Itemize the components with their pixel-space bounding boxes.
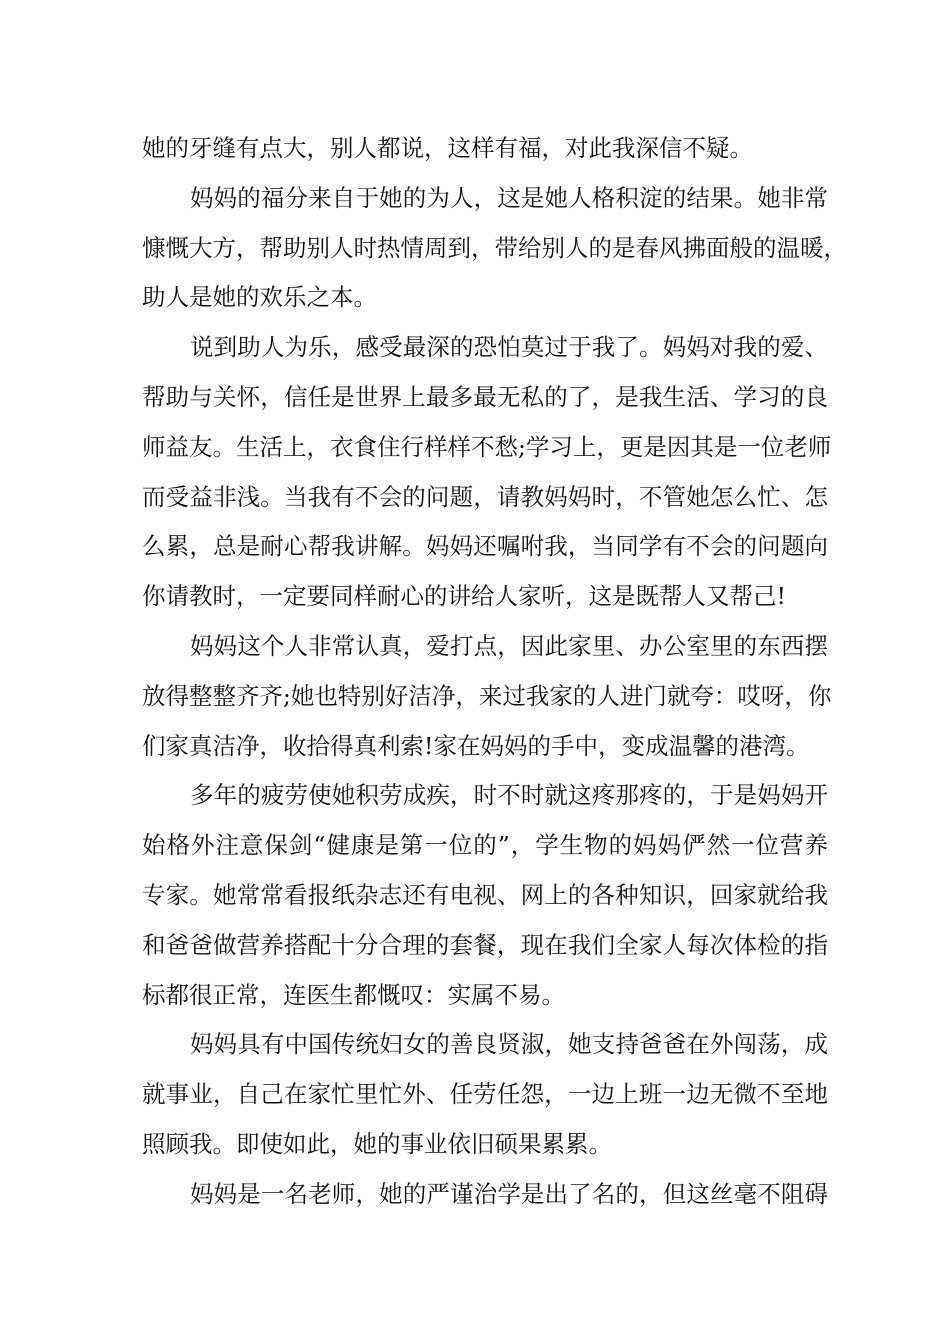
text-line: 慷慨大方，帮助别人时热情周到，带给别人的是春风拂面般的温暖， [142,233,847,262]
text-line: 妈妈具有中国传统妇女的善良贤淑，她支持爸爸在外闯荡，成 [190,1030,828,1059]
text-line: 就事业，自己在家忙里忙外、任劳任怨，一边上班一边无微不至地 [142,1080,828,1109]
text-line: 妈妈这个人非常认真，爱打点，因此家里、办公室里的东西摆 [190,631,828,660]
text-line: 妈妈的福分来自于她的为人，这是她人格积淀的结果。她非常 [190,183,828,212]
text-line: 助人是她的欢乐之本。 [142,283,377,312]
text-line: 和爸爸做营养搭配十分合理的套餐，现在我们全家人每次体检的指 [142,930,828,959]
text-line: 说到助人为乐，感受最深的恐怕莫过于我了。妈妈对我的爱、 [190,333,828,362]
text-line: 么累，总是耐心帮我讲解。妈妈还嘱咐我，当同学有不会的问题向 [142,532,828,561]
text-line: 专家。她常常看报纸杂志还有电视、网上的各种知识，回家就给我 [142,880,828,909]
text-line: 们家真洁净，收拾得真利索!家在妈妈的手中，变成温馨的港湾。 [142,731,810,760]
text-line: 始格外注意保剑“健康是第一位的”，学生物的妈妈俨然一位营养 [142,831,828,860]
text-line: 而受益非浅。当我有不会的问题，请教妈妈时，不管她怎么忙、怎 [142,482,828,511]
text-line: 你请教时，一定要同样耐心的讲给人家听，这是既帮人又帮己! [142,582,786,611]
text-line: 师益友。生活上，衣食住行样样不愁;学习上，更是因其是一位老师 [142,432,832,461]
text-line: 多年的疲劳使她积劳成疾，时不时就这疼那疼的，于是妈妈开 [190,781,828,810]
document-body [142,124,847,1220]
text-line: 她的牙缝有点大，别人都说，这样有福，对此我深信不疑。 [142,134,753,162]
text-line: 放得整整齐齐;她也特别好洁净，来过我家的人进门就夸：哎呀，你 [142,681,832,710]
text-line: 照顾我。即使如此，她的事业依旧硕果累累。 [142,1129,612,1158]
text-line: 妈妈是一名老师，她的严谨治学是出了名的，但这丝毫不阻碍 [190,1179,828,1208]
text-line: 标都很正常，连医生都慨叹：实属不易。 [142,980,565,1009]
text-line: 帮助与关怀，信任是世界上最多最无私的了，是我生活、学习的良 [142,382,828,411]
